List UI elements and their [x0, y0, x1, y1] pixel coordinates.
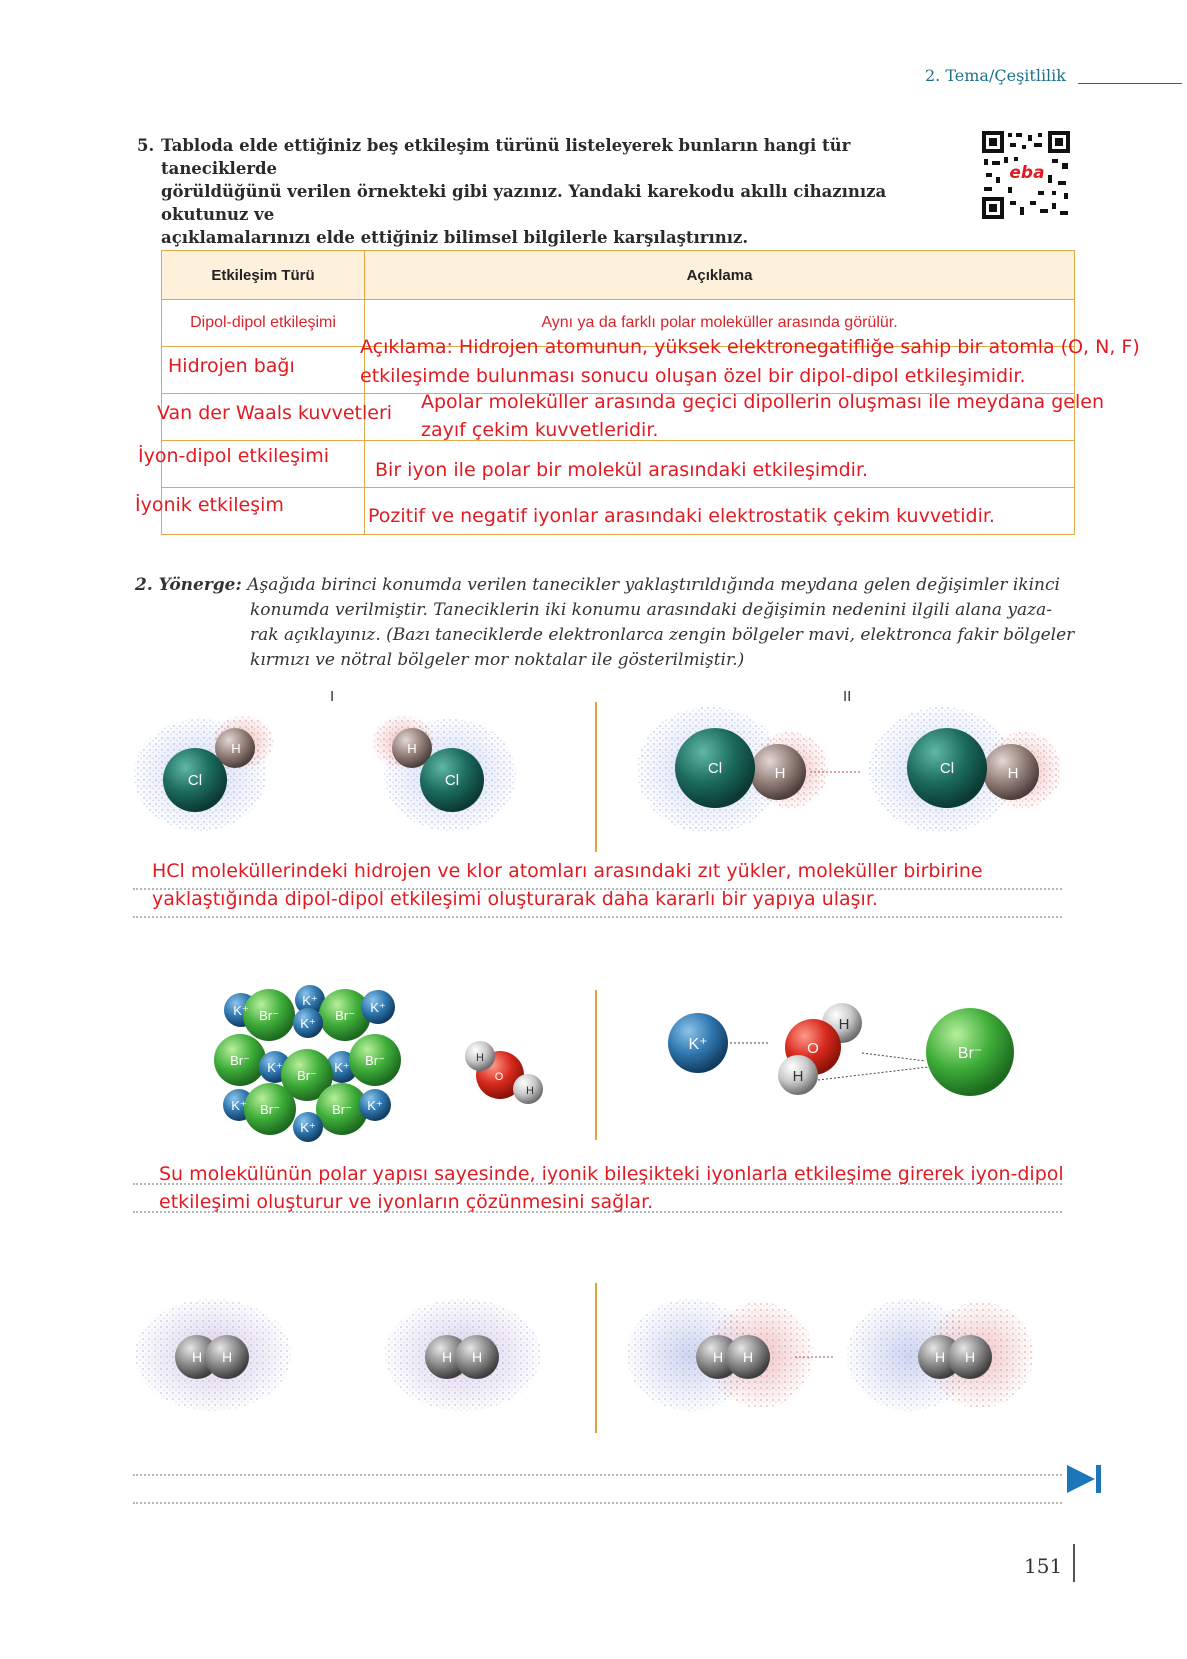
svg-text:H: H	[221, 1349, 233, 1365]
svg-text:H: H	[441, 1349, 453, 1365]
svg-text:K⁺: K⁺	[233, 1003, 249, 1018]
svg-text:H: H	[792, 1068, 804, 1085]
answer-type-ion-dipole: İyon-dipol etkileşimi	[138, 445, 330, 467]
question-line: görüldüğünü verilen örnekteki gibi yazınız. Yandaki karekodu akıllı cihazınıza okutunuz ve	[161, 182, 887, 224]
table-header-desc: Açıklama	[365, 251, 1075, 300]
svg-text:K⁺: K⁺	[267, 1060, 283, 1075]
question-5	[137, 134, 957, 249]
answer-desc-hydrogen-bond-2: etkileşimde bulunması sonucu oluşan özel bir dipol-dipol etkileşimidir.	[360, 365, 1026, 387]
answer-text-2b: etkileşimi oluşturur ve iyonların çözünmesini sağlar.	[159, 1191, 654, 1213]
page-number-bar	[1073, 1544, 1075, 1582]
kbr-water-diagram	[210, 975, 1030, 1150]
svg-text:H: H	[712, 1349, 724, 1365]
svg-text:Br⁻: Br⁻	[332, 1102, 352, 1117]
svg-text:Br⁻: Br⁻	[230, 1053, 250, 1068]
page-number: 151	[1024, 1554, 1063, 1578]
svg-text:K⁺: K⁺	[300, 1016, 316, 1031]
svg-text:H: H	[476, 1052, 484, 1064]
position-label-one: I	[330, 688, 335, 705]
svg-text:H: H	[1007, 765, 1019, 782]
next-page-icon[interactable]	[1065, 1462, 1105, 1496]
svg-text:O: O	[807, 1040, 819, 1057]
answer-type-ionic: İyonik etkileşim	[135, 494, 284, 516]
answer-desc-ionic: Pozitif ve negatif iyonlar arasındaki elektrostatik çekim kuvvetidir.	[368, 505, 995, 527]
answer-line	[133, 916, 1062, 918]
svg-text:Cl: Cl	[707, 760, 723, 777]
answer-text-2a: Su molekülünün polar yapısı sayesinde, iyonik bileşikteki iyonlarla etkileşime girerek iyon-dipol	[159, 1163, 1064, 1185]
svg-text:K⁺: K⁺	[334, 1060, 350, 1075]
position-label-two: II	[843, 688, 852, 705]
answer-type-van-der-waals: Van der Waals kuvvetleri	[157, 402, 393, 424]
svg-text:K⁺: K⁺	[302, 993, 318, 1008]
svg-text:Cl: Cl	[939, 760, 955, 777]
answer-type-hydrogen-bond: Hidrojen bağı	[168, 355, 295, 377]
svg-text:O: O	[494, 1071, 504, 1083]
svg-text:H: H	[742, 1349, 754, 1365]
svg-text:H: H	[407, 741, 417, 756]
answer-desc-hydrogen-bond-1: Açıklama: Hidrojen atomunun, yüksek elektronegatifliğe sahip bir atomla (O, N, F)	[360, 336, 1140, 358]
answer-desc-van-der-waals-1: Apolar moleküller arasında geçici dipollerin oluşması ile meydana gelen	[421, 391, 1104, 413]
chapter-title: 2. Tema/Çeşitlilik	[925, 66, 1066, 85]
question-line: açıklamalarınızı elde ettiğiniz bilimsel bilgilerle karşılaştırınız.	[161, 228, 749, 247]
question-line: konumda verilmiştir. Taneciklerin iki konumu arasındaki değişimin nedenini ilgili alana yaza-	[250, 600, 1052, 620]
kbr-crystal	[214, 985, 401, 1142]
svg-text:H: H	[964, 1349, 976, 1365]
svg-text:Br⁻: Br⁻	[297, 1068, 317, 1083]
svg-text:K⁺: K⁺	[370, 1000, 386, 1015]
divider-line	[595, 1283, 597, 1433]
answer-text-1b: yaklaştığında dipol-dipol etkileşimi oluşturarak daha kararlı bir yapıya ulaşır.	[152, 888, 878, 910]
question-line: kırmızı ve nötral bölgeler mor noktalar ile gösterilmiştir.)	[250, 650, 745, 670]
qr-label: eba	[1009, 163, 1045, 183]
answer-line[interactable]	[133, 1474, 1062, 1476]
svg-text:K⁺: K⁺	[300, 1120, 316, 1135]
svg-text:H: H	[934, 1349, 946, 1365]
answer-text-1a: HCl moleküllerindeki hidrojen ve klor atomları arasındaki zıt yükler, moleküller birbirine	[152, 860, 983, 882]
table-header-type: Etkileşim Türü	[162, 251, 365, 300]
svg-text:Cl: Cl	[444, 772, 460, 789]
answer-desc-van-der-waals-2: zayıf çekim kuvvetleridir.	[421, 419, 659, 441]
question-label: 2. Yönerge:	[135, 575, 242, 595]
svg-text:Br⁻: Br⁻	[335, 1008, 355, 1023]
svg-text:H: H	[191, 1349, 203, 1365]
svg-text:H: H	[471, 1349, 483, 1365]
qr-code-icon[interactable]	[982, 131, 1070, 219]
table-cell-type: Dipol-dipol etkileşimi	[162, 300, 365, 347]
question-2	[135, 573, 1081, 673]
question-line: rak açıklayınız. (Bazı taneciklerde elektronlarca zengin bölgeler mavi, elektronca fakir bölgeler	[250, 625, 1075, 645]
svg-text:K⁺: K⁺	[367, 1098, 383, 1113]
answer-desc-ion-dipole: Bir iyon ile polar bir molekül arasındaki etkileşimdir.	[375, 459, 869, 481]
svg-text:H: H	[838, 1016, 850, 1033]
svg-text:H: H	[774, 765, 786, 782]
divider-line	[595, 702, 597, 852]
hydrated-ions	[668, 1003, 1014, 1096]
answer-line[interactable]	[133, 1502, 1062, 1504]
question-line: Tabloda elde ettiğiniz beş etkileşim türünü listeleyerek bunların hangi tür taneciklerde	[161, 136, 851, 178]
header-rule	[1078, 83, 1182, 84]
water-molecule	[465, 1041, 543, 1104]
svg-text:Br⁻: Br⁻	[365, 1053, 385, 1068]
svg-text:Br⁻: Br⁻	[259, 1008, 279, 1023]
question-line: Aşağıda birinci konumda verilen tanecikler yaklaştırıldığında meydana gelen değişimler ikinci	[247, 575, 1060, 595]
hcl-diagram	[130, 700, 1070, 860]
table-cell-desc: Aynı ya da farklı polar moleküller arasında görülür.	[365, 300, 1075, 347]
svg-text:H: H	[526, 1085, 534, 1097]
divider-line	[595, 990, 597, 1140]
question-number: 5.	[137, 136, 155, 155]
svg-text:Cl: Cl	[187, 772, 203, 789]
svg-text:Br⁻: Br⁻	[957, 1045, 983, 1062]
svg-text:Br⁻: Br⁻	[260, 1102, 280, 1117]
svg-text:K⁺: K⁺	[231, 1098, 247, 1113]
svg-text:K⁺: K⁺	[688, 1036, 708, 1053]
svg-text:H: H	[231, 741, 241, 756]
